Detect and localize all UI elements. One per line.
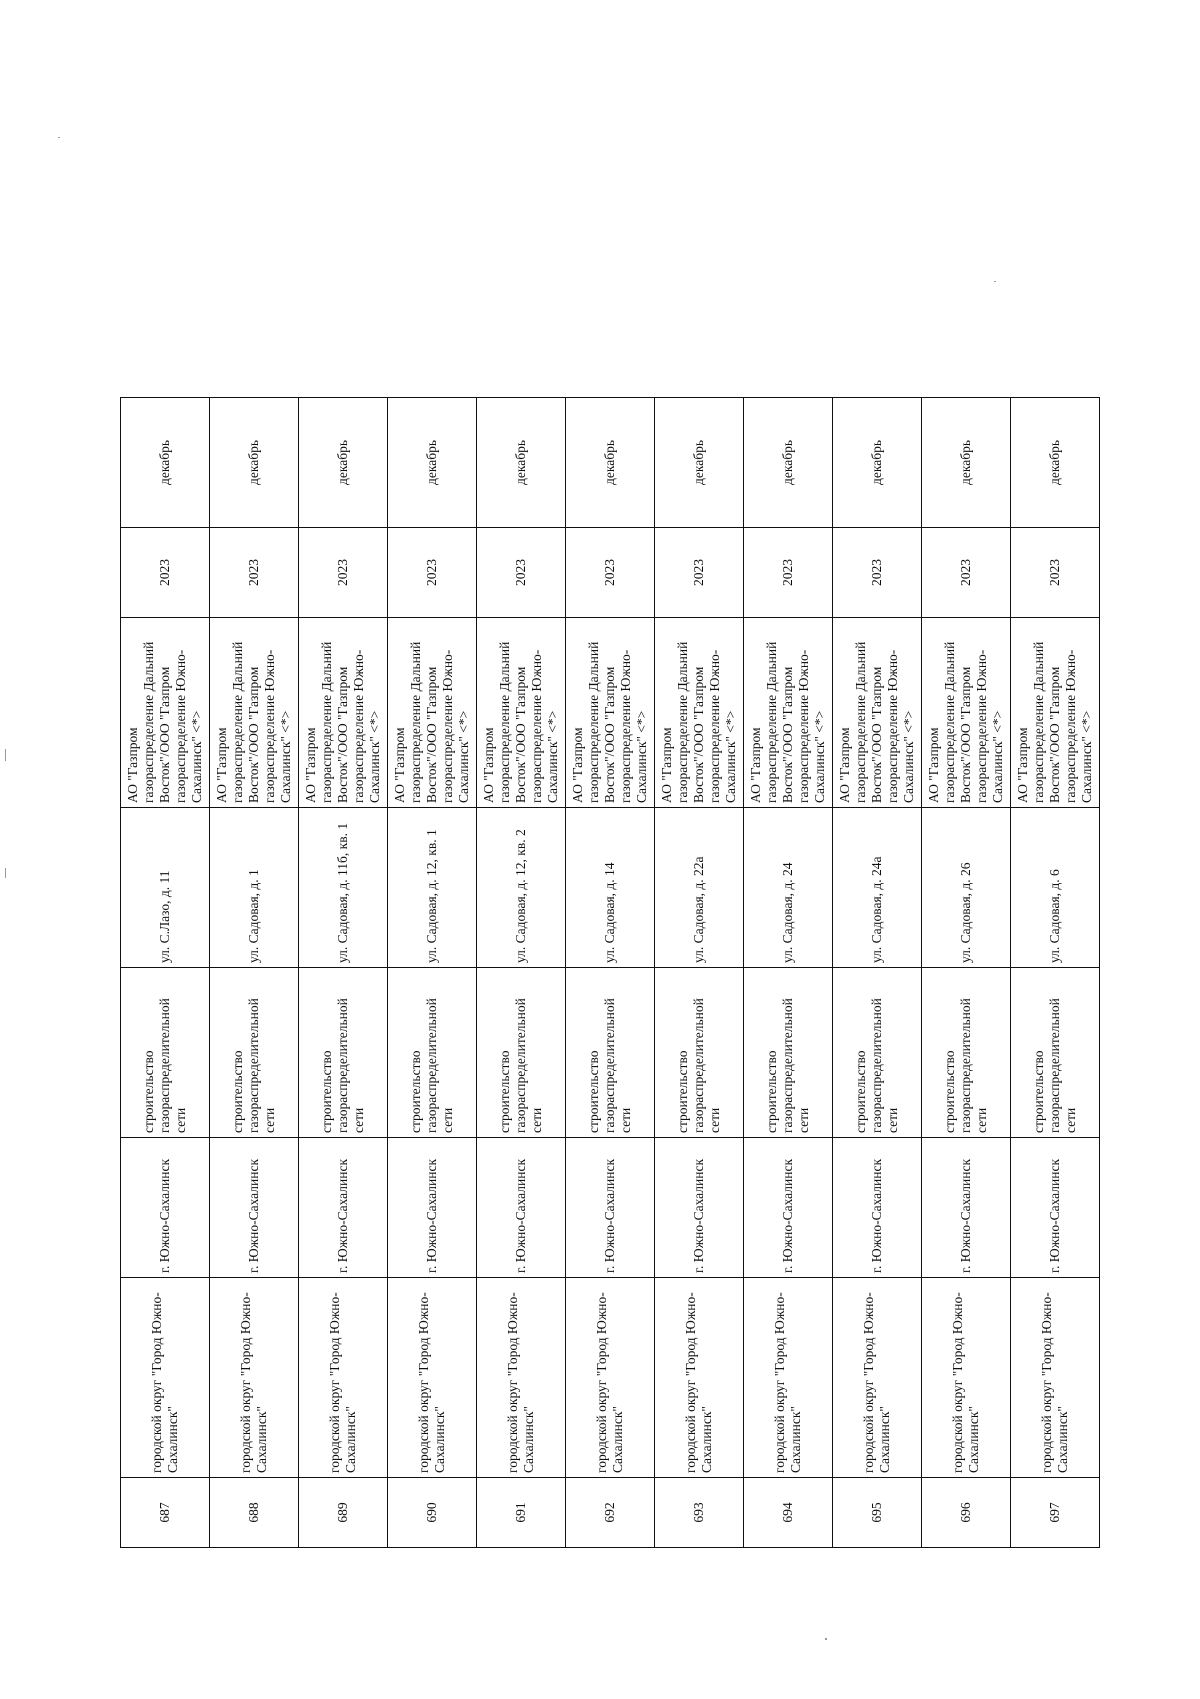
table-row (1011, 398, 1100, 1548)
month-cell: декабрь (388, 398, 477, 528)
year-cell: 2023 (922, 528, 1011, 618)
row-number: 696 (922, 1478, 1011, 1548)
month-cell: декабрь (833, 398, 922, 528)
row-number: 693 (655, 1478, 744, 1548)
work-type-cell: строительство газораспределительной сети (655, 968, 744, 1138)
table-row (744, 398, 833, 1548)
organization-cell: АО "Газпром газораспределение Дальний Восток"/ООО "Газпром газораспределение Южно-Сахалинск" <*> (477, 618, 566, 808)
work-type-cell: строительство газораспределительной сети (388, 968, 477, 1138)
organization-cell: АО "Газпром газораспределение Дальний Восток"/ООО "Газпром газораспределение Южно-Сахалинск" <*> (299, 618, 388, 808)
municipality-cell: городской округ "Город Южно-Сахалинск" (299, 1278, 388, 1478)
settlement-cell: г. Южно-Сахалинск (744, 1138, 833, 1278)
table-row (922, 398, 1011, 1548)
table-row (388, 398, 477, 1548)
address-cell: ул. Садовая, д. 12, кв. 2 (477, 808, 566, 968)
work-type-cell: строительство газораспределительной сети (477, 968, 566, 1138)
row-number: 697 (1011, 1478, 1100, 1548)
municipality-cell: городской округ "Город Южно-Сахалинск" (744, 1278, 833, 1478)
organization-cell: АО "Газпром газораспределение Дальний Восток"/ООО "Газпром газораспределение Южно-Сахалинск" <*> (1011, 618, 1100, 808)
table-row (210, 398, 299, 1548)
work-type-cell: строительство газораспределительной сети (1011, 968, 1100, 1138)
settlement-cell: г. Южно-Сахалинск (922, 1138, 1011, 1278)
settlement-cell: г. Южно-Сахалинск (566, 1138, 655, 1278)
year-cell: 2023 (744, 528, 833, 618)
address-cell: ул. Садовая, д. 11б, кв. 1 (299, 808, 388, 968)
address-cell: ул. Садовая, д. 24 (744, 808, 833, 968)
address-cell: ул. С.Лазо, д. 11 (121, 808, 210, 968)
work-type-cell: строительство газораспределительной сети (210, 968, 299, 1138)
organization-cell: АО "Газпром газораспределение Дальний Восток"/ООО "Газпром газораспределение Южно-Сахалинск" <*> (655, 618, 744, 808)
year-cell: 2023 (833, 528, 922, 618)
municipality-cell: городской округ "Город Южно-Сахалинск" (210, 1278, 299, 1478)
year-cell: 2023 (388, 528, 477, 618)
year-cell: 2023 (210, 528, 299, 618)
organization-cell: АО "Газпром газораспределение Дальний Восток"/ООО "Газпром газораспределение Южно-Сахалинск" <*> (566, 618, 655, 808)
municipality-cell: городской округ "Город Южно-Сахалинск" (922, 1278, 1011, 1478)
row-number: 689 (299, 1478, 388, 1548)
settlement-cell: г. Южно-Сахалинск (1011, 1138, 1100, 1278)
municipality-cell: городской округ "Город Южно-Сахалинск" (566, 1278, 655, 1478)
month-cell: декабрь (121, 398, 210, 528)
settlement-cell: г. Южно-Сахалинск (121, 1138, 210, 1278)
work-type-cell: строительство газораспределительной сети (833, 968, 922, 1138)
row-number: 691 (477, 1478, 566, 1548)
settlement-cell: г. Южно-Сахалинск (477, 1138, 566, 1278)
scan-speck (5, 868, 6, 878)
organization-cell: АО "Газпром газораспределение Дальний Восток"/ООО "Газпром газораспределение Южно-Сахалинск" <*> (922, 618, 1011, 808)
address-cell: ул. Садовая, д. 24а (833, 808, 922, 968)
work-type-cell: строительство газораспределительной сети (121, 968, 210, 1138)
municipality-cell: городской округ "Город Южно-Сахалинск" (477, 1278, 566, 1478)
work-type-cell: строительство газораспределительной сети (744, 968, 833, 1138)
municipality-cell: городской округ "Город Южно-Сахалинск" (1011, 1278, 1100, 1478)
organization-cell: АО "Газпром газораспределение Дальний Восток"/ООО "Газпром газораспределение Южно-Сахалинск" <*> (121, 618, 210, 808)
settlement-cell: г. Южно-Сахалинск (210, 1138, 299, 1278)
address-cell: ул. Садовая, д. 12, кв. 1 (388, 808, 477, 968)
gasification-registry-table (120, 397, 1100, 1548)
table-body (121, 398, 1100, 1548)
table-row (121, 398, 210, 1548)
month-cell: декабрь (1011, 398, 1100, 528)
rotated-table-container (120, 398, 1200, 1523)
month-cell: декабрь (566, 398, 655, 528)
row-number: 690 (388, 1478, 477, 1548)
settlement-cell: г. Южно-Сахалинск (388, 1138, 477, 1278)
month-cell: декабрь (922, 398, 1011, 528)
month-cell: декабрь (744, 398, 833, 528)
year-cell: 2023 (477, 528, 566, 618)
organization-cell: АО "Газпром газораспределение Дальний Восток"/ООО "Газпром газораспределение Южно-Сахалинск" <*> (388, 618, 477, 808)
month-cell: декабрь (210, 398, 299, 528)
municipality-cell: городской округ "Город Южно-Сахалинск" (388, 1278, 477, 1478)
address-cell: ул. Садовая, д. 22а (655, 808, 744, 968)
table-row (299, 398, 388, 1548)
year-cell: 2023 (566, 528, 655, 618)
row-number: 695 (833, 1478, 922, 1548)
address-cell: ул. Садовая, д. 1 (210, 808, 299, 968)
table-row (655, 398, 744, 1548)
address-cell: ул. Садовая, д. 26 (922, 808, 1011, 968)
scan-speck (5, 749, 6, 761)
municipality-cell: городской округ "Город Южно-Сахалинск" (655, 1278, 744, 1478)
municipality-cell: городской округ "Город Южно-Сахалинск" (121, 1278, 210, 1478)
settlement-cell: г. Южно-Сахалинск (299, 1138, 388, 1278)
year-cell: 2023 (655, 528, 744, 618)
year-cell: 2023 (1011, 528, 1100, 618)
work-type-cell: строительство газораспределительной сети (299, 968, 388, 1138)
organization-cell: АО "Газпром газораспределение Дальний Восток"/ООО "Газпром газораспределение Южно-Сахалинск" <*> (210, 618, 299, 808)
month-cell: декабрь (299, 398, 388, 528)
table-row (566, 398, 655, 1548)
scan-speck (994, 281, 996, 282)
row-number: 688 (210, 1478, 299, 1548)
scan-speck (58, 137, 60, 138)
row-number: 692 (566, 1478, 655, 1548)
row-number: 687 (121, 1478, 210, 1548)
month-cell: декабрь (477, 398, 566, 528)
address-cell: ул. Садовая, д. 6 (1011, 808, 1100, 968)
settlement-cell: г. Южно-Сахалинск (655, 1138, 744, 1278)
table-row (833, 398, 922, 1548)
row-number: 694 (744, 1478, 833, 1548)
municipality-cell: городской округ "Город Южно-Сахалинск" (833, 1278, 922, 1478)
settlement-cell: г. Южно-Сахалинск (833, 1138, 922, 1278)
scan-speck (825, 1638, 827, 1640)
organization-cell: АО "Газпром газораспределение Дальний Восток"/ООО "Газпром газораспределение Южно-Сахалинск" <*> (833, 618, 922, 808)
month-cell: декабрь (655, 398, 744, 528)
year-cell: 2023 (121, 528, 210, 618)
address-cell: ул. Садовая, д. 14 (566, 808, 655, 968)
work-type-cell: строительство газораспределительной сети (922, 968, 1011, 1138)
table-row (477, 398, 566, 1548)
year-cell: 2023 (299, 528, 388, 618)
organization-cell: АО "Газпром газораспределение Дальний Восток"/ООО "Газпром газораспределение Южно-Сахалинск" <*> (744, 618, 833, 808)
work-type-cell: строительство газораспределительной сети (566, 968, 655, 1138)
